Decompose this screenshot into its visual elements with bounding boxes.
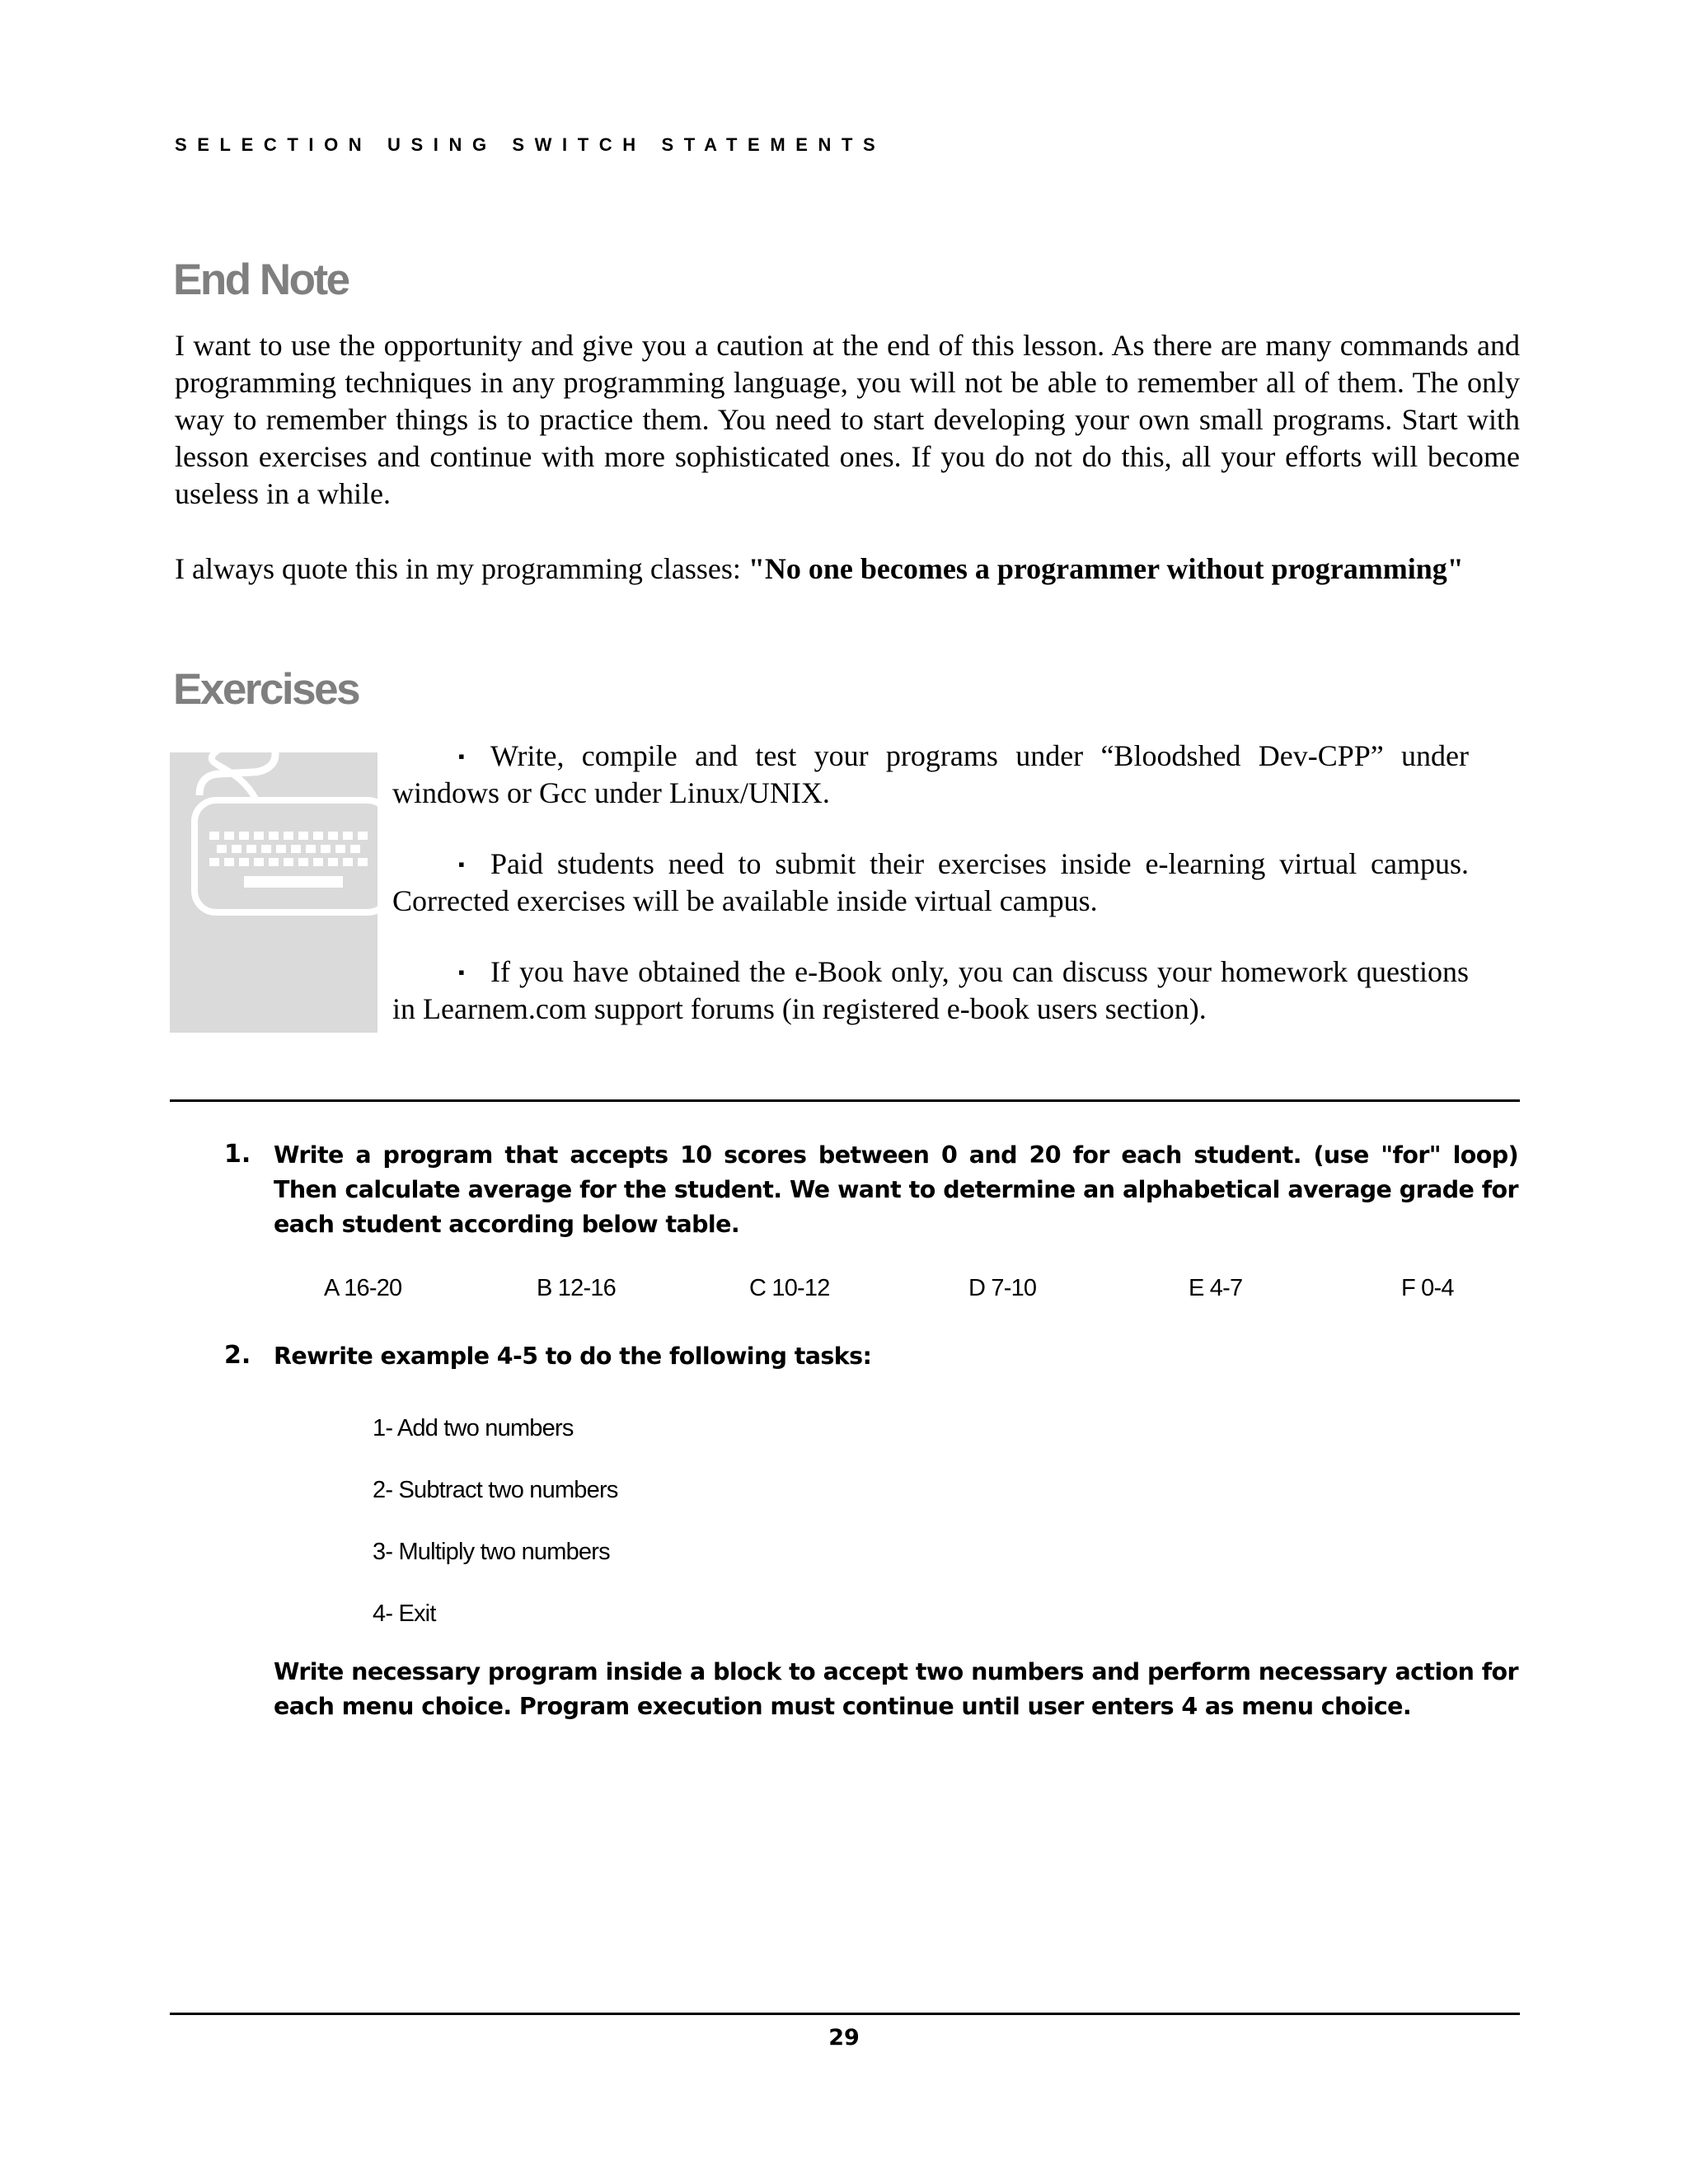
question-number: 1. — [224, 1140, 251, 1169]
menu-option: 1- Add two numbers — [373, 1415, 574, 1441]
question-text: Rewrite example 4-5 to do the following tasks: — [274, 1343, 872, 1370]
exercise-bullet — [392, 846, 1469, 920]
bullet-square-icon: ▪ — [458, 962, 465, 982]
exercise-bullet — [392, 738, 1469, 812]
exercise-bullet-text: Write, compile and test your programs under “Bloodshed Dev-CPP” under windows or Gcc under Linux/UNIX. — [392, 739, 1469, 809]
grade-range: E 4-7 — [1189, 1275, 1243, 1301]
quote-intro: I always quote this in my programming classes: — [175, 552, 748, 585]
exercise-bullet-text: Paid students need to submit their exercises inside e-learning virtual campus. Corrected exercises will be available inside virtual campus. — [392, 847, 1469, 917]
question-text: Write a program that accepts 10 scores between 0 and 20 for each student. (use "for" loop) Then calculate average for the student. We want to determine an alphabetical average grade for each student according below table. — [274, 1141, 1518, 1238]
question-number: 2. — [224, 1341, 251, 1370]
page-number: 29 — [828, 2025, 860, 2050]
bullet-square-icon: ▪ — [458, 746, 465, 766]
exercise-bullet-list — [392, 738, 1469, 1062]
footer-divider — [170, 2013, 1520, 2015]
exercise-bullet — [392, 954, 1469, 1028]
grade-range: D 7-10 — [968, 1275, 1037, 1301]
grade-range: B 12-16 — [537, 1275, 616, 1301]
quote-paragraph — [175, 551, 1520, 588]
exercises-heading: Exercises — [173, 665, 359, 714]
grade-range: C 10-12 — [749, 1275, 830, 1301]
grade-range: F 0-4 — [1401, 1275, 1454, 1301]
quote-text: "No one becomes a programmer without programming" — [748, 552, 1464, 585]
end-note-paragraph: I want to use the opportunity and give you a caution at the end of this lesson. As there are many commands and programming techniques in any programming language, you will not be able to remember all of them. The only way to remember things is to practice them. You need to start developing your own small programs. Start with lesson exercises and continue with more sophisticated ones. If you do not do this, all your efforts will become useless in a while. — [175, 329, 1520, 510]
keyboard-icon — [170, 752, 377, 1033]
end-note-heading: End Note — [173, 255, 349, 304]
menu-option: 3- Multiply two numbers — [373, 1539, 610, 1565]
running-header: SELECTION USING SWITCH STATEMENTS — [175, 134, 886, 155]
bullet-square-icon: ▪ — [458, 854, 465, 874]
menu-option: 2- Subtract two numbers — [373, 1477, 618, 1503]
section-divider — [170, 1099, 1520, 1102]
exercise-bullet-text: If you have obtained the e-Book only, you can discuss your homework questions in Learnem.com support forums (in registered e-book users section). — [392, 955, 1469, 1025]
question-note: Write necessary program inside a block to accept two numbers and perform necessary action for each menu choice. Program execution must continue until user enters 4 as menu choice. — [274, 1658, 1518, 1720]
menu-option: 4- Exit — [373, 1601, 436, 1627]
grade-range: A 16-20 — [324, 1275, 402, 1301]
